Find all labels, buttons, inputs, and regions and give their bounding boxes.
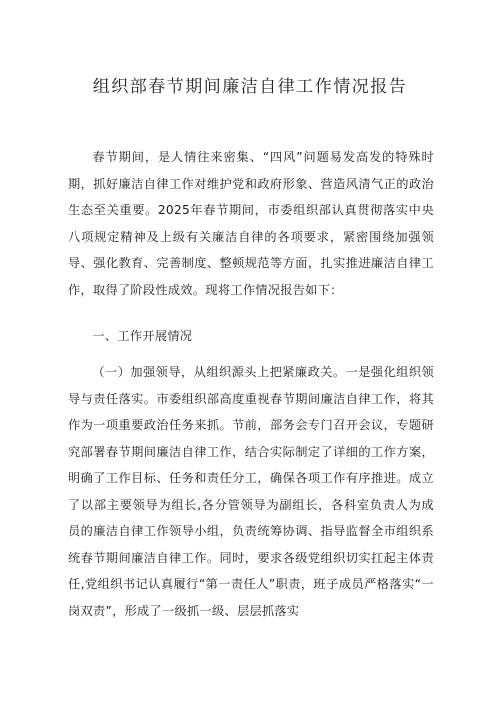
- intro-paragraph: 春节期间，是人情往来密集、“四风”问题易发高发的特殊时期，抓好廉洁自律工作对维护党和政府形象、营造风清气正的政治生态至关重要。2025年春节期间，市委组织部认真贯彻落实中央八项规定精神及上级有关廉洁自律的各项要求，紧密围绕加强领导、强化教育、完善制度、整顿规范等方面，扎实推进廉洁自律工作，取得了阶段性成效。现将工作情况报告如下：: [68, 150, 434, 297]
- section-paragraph: （一）加强领导，从组织源头上把紧廉政关。一是强化组织领导与责任落实。市委组织部高度重视春节期间廉洁自律工作，将其作为一项重要政治任务来抓。节前，部务会专门召开会议，专题研究部署春节期间廉洁自律工作，结合实际制定了详细的工作方案，明确了工作目标、任务和责任分工，确保各项工作有序推进。成立了以部主要领导为组长,各分管领导为副组长，各科室负责人为成员的廉洁自律工作领导小组，负责统筹协调、指导监督全市组织系统春节期间廉洁自律工作。同时，要求各级党组织切实扛起主体责任,党组织书记认真履行“第一责任人”职责，班子成员严格落实“一岗双责”，形成了一级抓一级、层层抓落实: [68, 365, 434, 618]
- document-title: 组织部春节期间廉洁自律工作情况报告: [92, 77, 408, 97]
- section-heading: 一、工作开展情况: [92, 329, 193, 343]
